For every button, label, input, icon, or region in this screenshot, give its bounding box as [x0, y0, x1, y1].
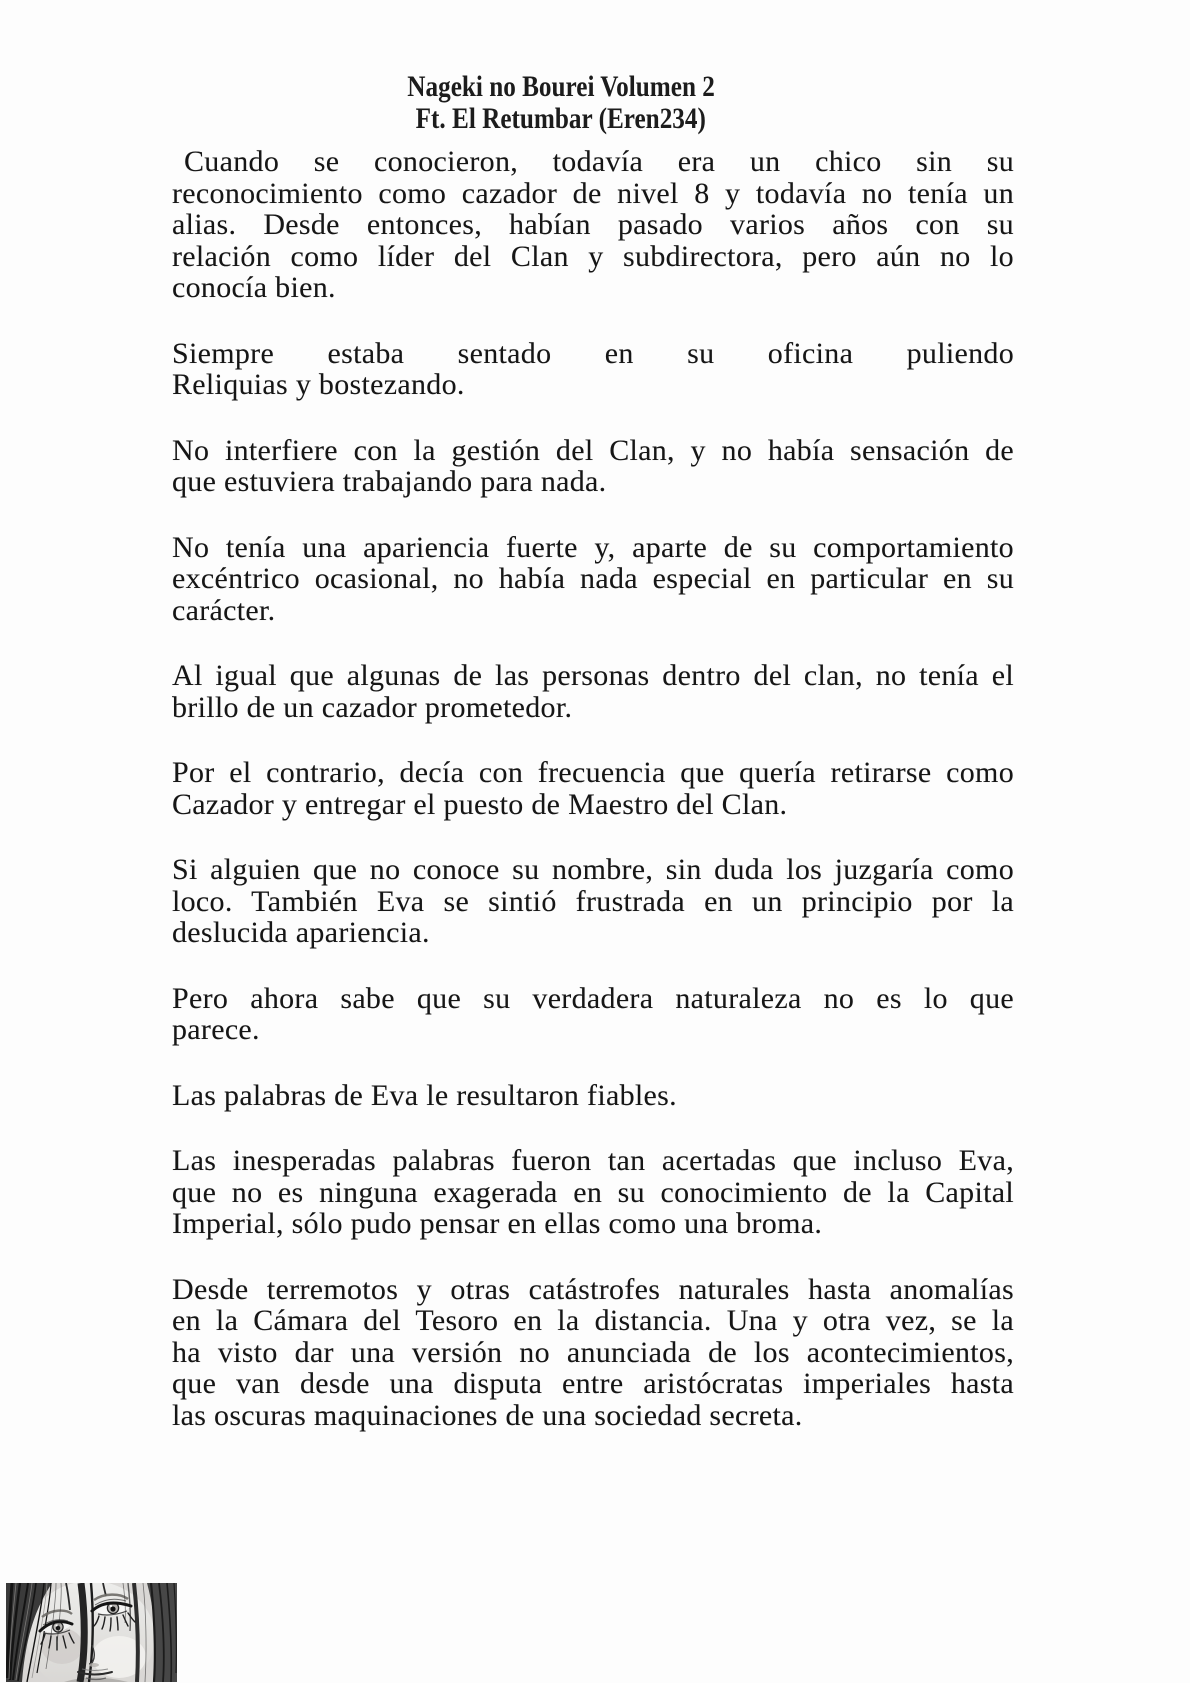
page-title: [0, 71, 1122, 134]
text-line: carácter.: [172, 593, 276, 627]
text-line: Las inesperadas palabras fueron tan acertadas que incluso Eva,: [172, 1144, 1014, 1177]
paragraph: [172, 532, 1014, 627]
text-line: alias. Desde entonces, habían pasado varios años con su: [172, 208, 1014, 241]
title-line-2: Ft. El Retumbar (Eren234): [415, 101, 707, 135]
text-line: conocía bien.: [172, 271, 336, 304]
text-line: reconocimiento como cazador de nivel 8 y todavía no tenía un: [172, 176, 1014, 210]
text-line: Las palabras de Eva le resultaron fiables.: [172, 1078, 677, 1112]
manga-face-illustration: [6, 1583, 177, 1682]
body-text: [172, 146, 1014, 1465]
paragraph: [172, 1274, 1014, 1432]
paragraph: [172, 338, 1014, 401]
text-line: relación como líder del Clan y subdirectora, pero aún no lo: [172, 239, 1014, 273]
text-line: deslucida apariencia.: [172, 916, 430, 949]
paragraph: [172, 146, 1014, 304]
text-line: Imperial, sólo pudo pensar en ellas como una broma.: [172, 1207, 823, 1240]
text-line: Cazador y entregar el puesto de Maestro del Clan.: [172, 787, 788, 821]
paragraph: [172, 660, 1014, 723]
paragraph: [172, 983, 1014, 1046]
text-line: No tenía una apariencia fuerte y, aparte de su comportamiento: [172, 530, 1014, 564]
paragraph: [172, 757, 1014, 820]
paragraph: [172, 854, 1014, 949]
text-line: brillo de un cazador prometedor.: [172, 690, 573, 724]
text-line: No interfiere con la gestión del Clan, y no había sensación de: [172, 433, 1014, 467]
text-line: Desde terremotos y otras catástrofes naturales hasta anomalías: [172, 1272, 1014, 1306]
text-line: Siempre estaba sentado en su oficina puliendo: [172, 336, 1014, 370]
text-line: Al igual que algunas de las personas dentro del clan, no tenía el: [172, 659, 1014, 692]
text-line: Pero ahora sabe que su verdadera naturaleza no es lo que: [172, 981, 1014, 1015]
paragraph: [172, 1145, 1014, 1240]
text-line: que no es ninguna exagerada en su conocimiento de la Capital: [172, 1175, 1014, 1209]
text-line: en la Cámara del Tesoro en la distancia. Una y otra vez, se la: [172, 1304, 1014, 1337]
text-line: loco. También Eva se sintió frustrada en un principio por la: [172, 884, 1014, 918]
text-line: que estuviera trabajando para nada.: [172, 465, 607, 498]
text-line: Reliquias y bostezando.: [172, 368, 465, 401]
text-line: excéntrico ocasional, no había nada especial en particular en su: [172, 562, 1014, 595]
text-line: que van desde una disputa entre aristócratas imperiales hasta: [172, 1367, 1014, 1400]
text-line: Por el contrario, decía con frecuencia que quería retirarse como: [172, 756, 1014, 789]
text-line: Cuando se conocieron, todavía era un chico sin su: [184, 145, 1014, 178]
text-line: ha visto dar una versión no anunciada de los acontecimientos,: [172, 1335, 1014, 1369]
title-line-1: Nageki no Bourei Volumen 2: [407, 70, 715, 103]
text-line: las oscuras maquinaciones de una sociedad secreta.: [172, 1398, 803, 1432]
text-line: Si alguien que no conoce su nombre, sin duda los juzgaría como: [172, 853, 1014, 886]
text-line: parece.: [172, 1013, 260, 1046]
paragraph: [172, 435, 1014, 498]
paragraph: [172, 1080, 1014, 1112]
